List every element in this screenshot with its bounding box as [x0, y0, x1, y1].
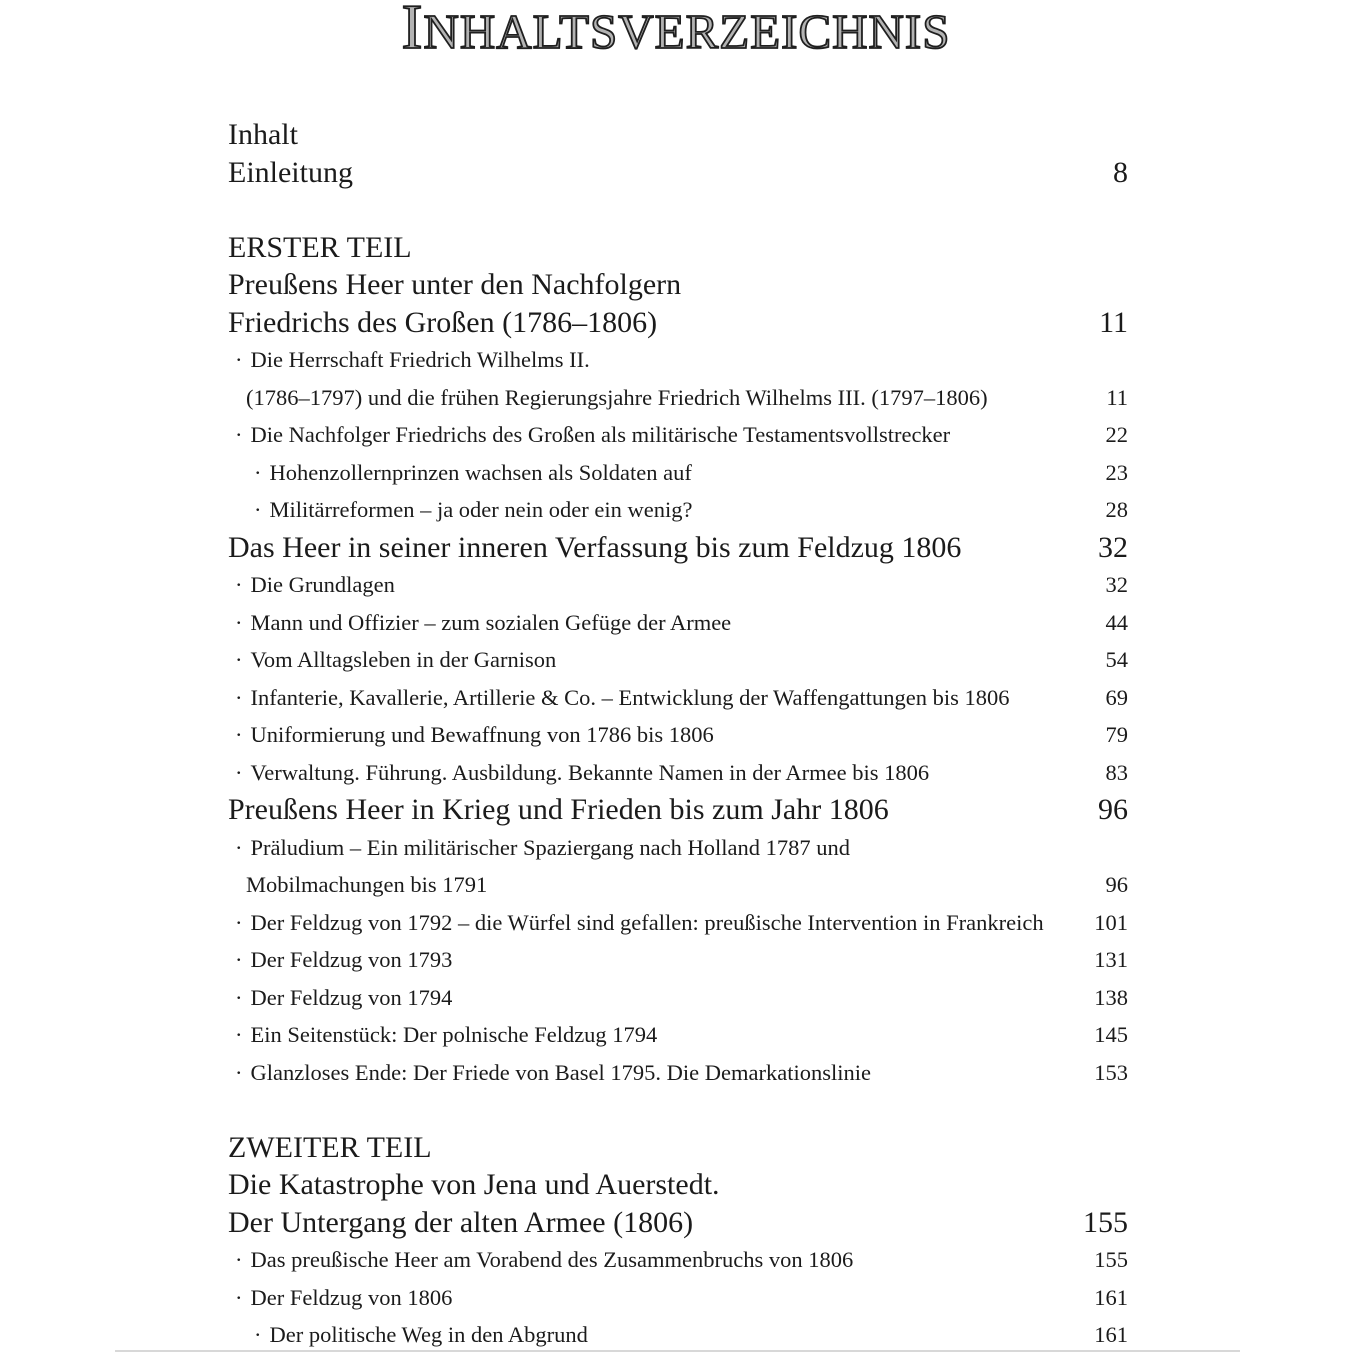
toc-entry-text [228, 1241, 853, 1279]
toc-entry-text [228, 791, 889, 829]
toc-entry-label: Infanterie, Kavallerie, Artillerie & Co. – Entwicklung der Waffengattungen bis 1806 [250, 684, 1010, 710]
toc-entry [228, 679, 1128, 717]
toc-entry-page: 138 [1094, 984, 1128, 1010]
toc-entry-label: Der Feldzug von 1806 [250, 1284, 453, 1310]
toc-entry [228, 379, 1128, 417]
toc-entry-label: Die Katastrophe von Jena und Auerstedt. [228, 1168, 720, 1201]
toc-entry-label: Mann und Offizier – zum sozialen Gefüge der Armee [250, 609, 732, 635]
toc-entry [228, 829, 1128, 867]
toc-entry-page: 96 [1098, 793, 1128, 826]
toc-entry-text [228, 266, 681, 304]
toc-entry-page: 8 [1113, 155, 1128, 189]
bullet-icon: · [235, 759, 243, 785]
toc-entry-text [228, 641, 556, 679]
toc-entry [228, 1166, 1128, 1204]
toc-entry-label: ZWEITER TEIL [228, 1130, 432, 1164]
toc-entry-label: Hohenzollernprinzen wachsen als Soldaten auf [269, 459, 692, 485]
toc-entry [228, 754, 1128, 792]
toc-entry-label: Der politische Weg in den Abgrund [269, 1322, 588, 1347]
toc-entry [228, 154, 1128, 192]
bullet-icon: · [235, 909, 243, 935]
toc-entry-text [228, 379, 988, 417]
toc-entry-page: 28 [1105, 497, 1128, 522]
toc-entry-page: 11 [1106, 384, 1128, 410]
toc-entry [228, 341, 1128, 379]
toc-entry-text [228, 1016, 657, 1054]
page-title-initial: I [401, 0, 424, 62]
toc-entry-page: 96 [1105, 872, 1128, 897]
toc-entry-text [228, 116, 298, 154]
toc-entry-label: Der Feldzug von 1793 [250, 947, 453, 972]
bullet-icon: · [235, 1022, 243, 1047]
toc-entry-text [228, 304, 657, 342]
bullet-icon: · [235, 609, 243, 635]
toc-entry-label: Verwaltung. Führung. Ausbildung. Bekannte Namen in der Armee bis 1806 [250, 759, 930, 785]
toc-entry [228, 1016, 1128, 1054]
bullet-icon: · [235, 572, 243, 597]
toc-entry [228, 716, 1128, 754]
page-title-rest: NHALTSVERZEICHNIS [423, 4, 951, 59]
toc-entry [228, 941, 1128, 979]
toc-entry [228, 1316, 1128, 1354]
toc-entry-text [228, 154, 353, 192]
toc-entry-text [228, 529, 961, 567]
toc-entry [228, 979, 1128, 1017]
toc-entry-text [228, 866, 487, 904]
toc-entry-page: 153 [1094, 1059, 1128, 1085]
toc-entry-label: Glanzloses Ende: Der Friede von Basel 1795. Die Demarkationslinie [250, 1059, 871, 1085]
toc-entry-page: 155 [1094, 1247, 1128, 1272]
toc-entry-page: 11 [1099, 305, 1128, 339]
toc-entry-page: 155 [1083, 1205, 1128, 1239]
toc-entry-label: Die Herrschaft Friedrich Wilhelms II. [250, 347, 590, 372]
toc-entry-label: ERSTER TEIL [228, 230, 412, 264]
toc-entry-label: Ein Seitenstück: Der polnische Feldzug 1794 [250, 1022, 658, 1047]
toc-entry [228, 641, 1128, 679]
toc-entry [228, 266, 1128, 304]
toc-entry-text [228, 604, 731, 642]
toc-entry-page: 161 [1094, 1322, 1128, 1347]
toc-entry-page: 22 [1105, 422, 1128, 447]
toc-entry-page: 131 [1094, 947, 1128, 972]
toc-entry-text [228, 941, 452, 979]
toc-entry-label: Einleitung [228, 155, 353, 189]
toc-entry-text [228, 904, 1044, 942]
toc-entry-label: Vom Alltagsleben in der Garnison [250, 647, 557, 672]
toc-entry [228, 1279, 1128, 1317]
toc-entry-page: 44 [1105, 609, 1128, 635]
toc-entry [228, 1241, 1128, 1279]
toc-entry [228, 1054, 1128, 1092]
toc-entry [228, 529, 1128, 567]
toc-entry [228, 566, 1128, 604]
toc-entry-text [228, 1166, 720, 1204]
toc-entry-page: 161 [1094, 1284, 1128, 1310]
toc-entry-label: Mobilmachungen bis 1791 [246, 872, 488, 897]
toc-entry-page: 69 [1105, 684, 1128, 710]
toc-entry-text [228, 716, 714, 754]
toc-entry-text [228, 829, 850, 867]
bullet-icon: · [235, 684, 243, 710]
bullet-icon: · [235, 1059, 243, 1085]
toc-entry-text [228, 679, 1010, 717]
toc-entry-text [228, 491, 692, 529]
toc-entry-label: (1786–1797) und die frühen Regierungsjahre Friedrich Wilhelms III. (1797–1806) [246, 384, 988, 410]
toc-entry [228, 1204, 1128, 1242]
toc-entry-text [228, 416, 950, 454]
toc-entry-label: Preußens Heer unter den Nachfolgern [228, 268, 682, 301]
toc-entry-page: 32 [1105, 572, 1128, 597]
toc-entry-text [228, 454, 692, 492]
page-title [0, 0, 1352, 70]
toc-entry-text [228, 979, 452, 1017]
toc-entry-page: 79 [1105, 722, 1128, 747]
toc-entry-page: 101 [1094, 909, 1128, 935]
toc-entry-text [228, 566, 395, 604]
toc-entry-label: Das Heer in seiner inneren Verfassung bis zum Feldzug 1806 [228, 530, 962, 564]
bullet-icon: · [235, 947, 243, 972]
toc-entry-text [228, 1279, 452, 1317]
toc-entry-text [228, 1204, 693, 1242]
toc-entry-label: Präludium – Ein militärischer Spaziergang nach Holland 1787 und [250, 834, 850, 860]
toc-entry-text [228, 754, 929, 792]
toc-entry-text [228, 341, 590, 379]
toc-entry-text [228, 229, 412, 267]
bullet-icon: · [235, 984, 243, 1010]
toc-entry-label: Preußens Heer in Krieg und Frieden bis zum Jahr 1806 [228, 793, 889, 826]
toc-entry-label: Der Feldzug von 1794 [250, 984, 453, 1010]
toc-entry [228, 604, 1128, 642]
toc-entry-label: Das preußische Heer am Vorabend des Zusammenbruchs von 1806 [250, 1247, 854, 1272]
toc-entry [228, 229, 1128, 267]
bullet-icon: · [235, 422, 243, 447]
bullet-icon: · [254, 497, 262, 522]
toc-entry-page: 32 [1098, 530, 1128, 564]
toc-entry [228, 304, 1128, 342]
bullet-icon: · [235, 347, 243, 372]
toc-entry-label: Die Nachfolger Friedrichs des Großen als militärische Testamentsvollstrecker [250, 422, 951, 447]
toc-entry [228, 491, 1128, 529]
bullet-icon: · [235, 834, 243, 860]
toc-entry-page: 54 [1105, 647, 1128, 672]
bullet-icon: · [235, 1247, 243, 1272]
bullet-icon: · [235, 1284, 243, 1310]
toc-entry-label: Die Grundlagen [250, 572, 395, 597]
toc-entry-text [228, 1129, 432, 1167]
toc-entry-text [228, 1054, 871, 1092]
toc-entry [228, 866, 1128, 904]
toc-list [228, 116, 1128, 1354]
toc-entry-label: Der Feldzug von 1792 – die Würfel sind gefallen: preußische Intervention in Frankreich [250, 909, 1044, 935]
toc-entry-label: Inhalt [228, 118, 298, 151]
toc-entry [228, 1129, 1128, 1167]
toc-entry-label: Der Untergang der alten Armee (1806) [228, 1205, 694, 1239]
bullet-icon: · [235, 647, 243, 672]
toc-entry-text [228, 1316, 588, 1354]
toc-entry-label: Friedrichs des Großen (1786–1806) [228, 305, 658, 339]
toc-entry-page: 23 [1105, 459, 1128, 485]
toc-entry [228, 791, 1128, 829]
bullet-icon: · [254, 1322, 262, 1347]
toc-entry [228, 416, 1128, 454]
toc-entry [228, 116, 1128, 154]
toc-entry-page: 83 [1105, 759, 1128, 785]
bullet-icon: · [235, 722, 243, 747]
toc-entry [228, 454, 1128, 492]
toc-entry-page: 145 [1094, 1022, 1128, 1047]
toc-entry-label: Militärreformen – ja oder nein oder ein wenig? [269, 497, 693, 522]
bullet-icon: · [254, 459, 262, 485]
toc-entry-label: Uniformierung und Bewaffnung von 1786 bis 1806 [250, 722, 714, 747]
toc-entry [228, 904, 1128, 942]
